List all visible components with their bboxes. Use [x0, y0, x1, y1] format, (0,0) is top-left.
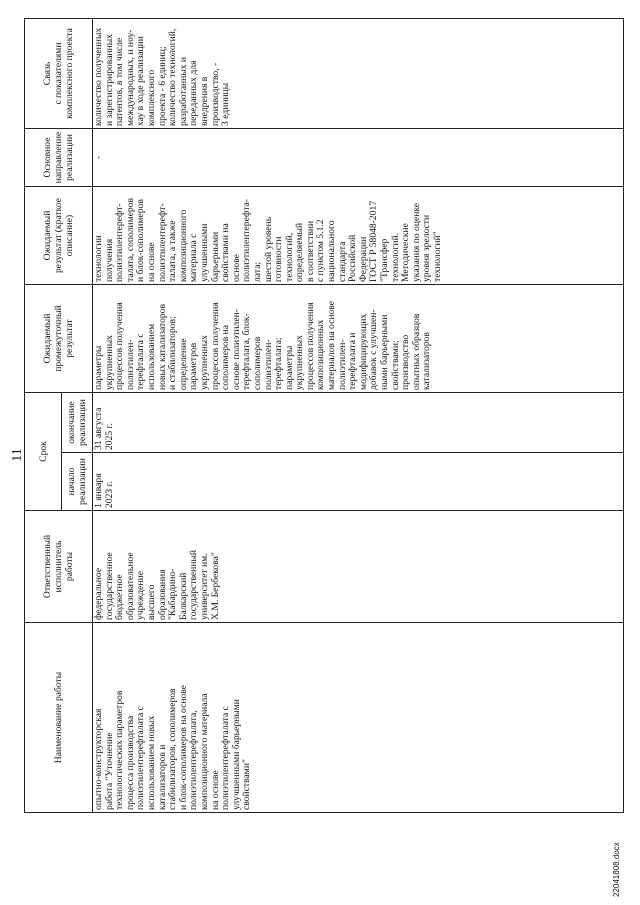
header-direction: Основное направление реализации — [25, 129, 93, 187]
cell-start: 1 января 2023 г. — [93, 453, 624, 511]
table-row — [93, 19, 624, 813]
header-end: окончание реализации — [62, 393, 93, 453]
cell-direction: - — [93, 129, 624, 187]
cell-intermediate-result: параметры укрупненных процессов получения полиэтилен- терефталата с использованием новых катализаторов и стабилизаторов; определение параметров укрупненных процессов получения сополимеров на основе полиэтилен- терефталата, блок- сополимеров полиэтилен- терефталата; параметры укрупненных процессов получения композиционных материалов на основе полиэтилен- терефталата и модифицирующих добавок с улучшен- ными барьерными свойствами; производство опытных образцов катализаторов — [93, 285, 624, 393]
cell-work-name: опытно-конструкторская работа "Уточнение технологических параметров процесса производства полиэтилентерефталата с использованием новых катализаторов и стабилизаторов, сополимеров и блок-сополимеров на основе полиэтилентерефталата, композиционного материала на основе полиэтилентерефталата с улучшенными барьерными свойствами" — [93, 623, 624, 813]
project-table — [24, 18, 624, 813]
header-name: Наименование работы — [25, 623, 93, 813]
cell-executor: федеральное государственное бюджетное образовательное учреждение высшего образования "Кабардино- Балкарский государственный университет им. Х.М. Бербекова" — [93, 511, 624, 623]
header-link: Связь с показателями комплексного проекта — [25, 19, 93, 129]
cell-link: количество полученных и зарегистрированных патентов, в том числе международных, и ноу- хау в ходе реализации комплексного проекта - 6 единиц; количество технологий, разработанных и переданных для внедрения в производство, - 3 единицы — [93, 19, 624, 129]
header-intermediate-result: Ожидаемый промежуточный результат — [25, 285, 93, 393]
cell-final-result: технологии получения полиэтилентерефт- талата, сополимеров и блок-сополимеров на основе полиэтилентерефт- талата, а также композиционного материала с улучшенными барьерными свойствами на основе полиэтилентерефта- лата; шестой уровень готовности технологий, определяемый в соответствии с пунктом 5.1.2 национального стандарта Российской Федерации ГОСТ Р 58048-2017 "Трансфер технологий. Методические указания по оценке уровня зрелости технологий" — [93, 187, 624, 285]
header-final-result: Ожидаемый результат (краткое описание) — [25, 187, 93, 285]
page-number: 11 — [10, 448, 25, 462]
header-term: Срок — [25, 393, 62, 511]
header-executor: Ответственный исполнитель работы — [25, 511, 93, 623]
cell-end: 31 августа 2025 г. — [93, 393, 624, 453]
header-start: начало реализации — [62, 453, 93, 511]
footer-filename: 22041808.docx — [612, 842, 621, 897]
